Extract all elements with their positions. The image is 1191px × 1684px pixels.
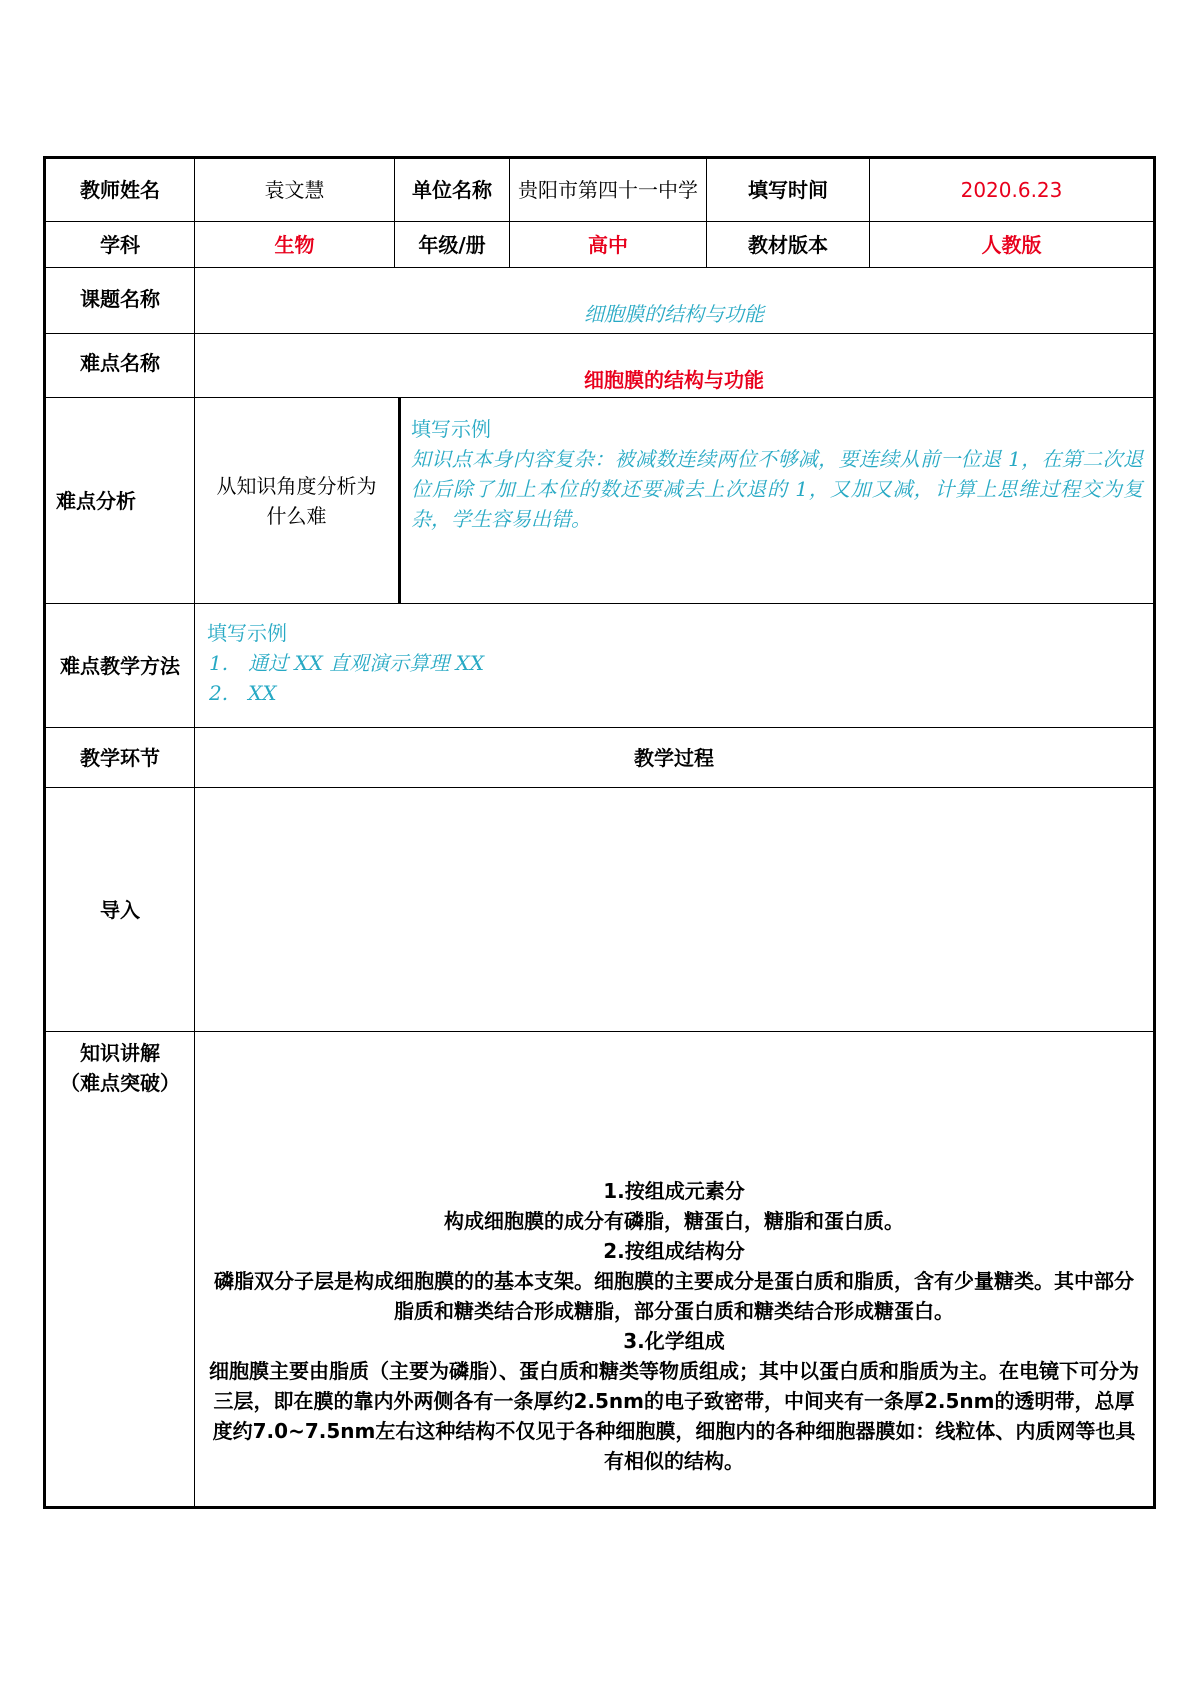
process-row: [45, 728, 1155, 788]
grade-label: 年级/册: [395, 222, 510, 268]
subject-label: 学科: [45, 222, 195, 268]
analysis-example-text: 知识点本身内容复杂：被减数连续两位不够减，要连续从前一位退 1，在第二次退位后除了加上本位的数还要减去上次退的 1，又加又减，计算上思维过程交为复杂，学生容易出错。: [411, 447, 1143, 531]
difficulty-value: 细胞膜的结构与功能: [195, 334, 1155, 398]
teacher-label: 教师姓名: [45, 158, 195, 222]
analysis-sub-label: 从知识角度分析为什么难: [195, 398, 400, 604]
intro-content: [195, 788, 1155, 1032]
edition-label: 教材版本: [707, 222, 870, 268]
knowledge-label: [45, 1032, 195, 1508]
difficulty-label: 难点名称: [45, 334, 195, 398]
knowledge-line: 3.化学组成: [623, 1329, 725, 1353]
subject-value: 生物: [195, 222, 395, 268]
header-row-1: [45, 158, 1155, 222]
analysis-example-title: 填写示例: [411, 417, 491, 441]
method-row: [45, 604, 1155, 728]
lesson-plan-table: [43, 156, 1156, 1509]
topic-label: 课题名称: [45, 268, 195, 334]
header-row-2: [45, 222, 1155, 268]
topic-value: 细胞膜的结构与功能: [195, 268, 1155, 334]
method-item: 1. 通过 XX 直观演示算理 XX: [209, 651, 485, 675]
knowledge-row: [45, 1032, 1155, 1508]
analysis-row: [45, 398, 1155, 604]
analysis-example-cell: [400, 398, 1155, 604]
knowledge-line: 1.按组成元素分: [603, 1179, 745, 1203]
knowledge-label-line-1: 知识讲解: [80, 1041, 160, 1065]
unit-value: 贵阳市第四十一中学: [510, 158, 707, 222]
method-item: 2. XX: [209, 681, 277, 705]
method-example-title: 填写示例: [207, 621, 287, 645]
topic-row: [45, 268, 1155, 334]
process-label: 教学环节: [45, 728, 195, 788]
date-value: 2020.6.23: [870, 158, 1155, 222]
knowledge-line: 磷脂双分子层是构成细胞膜的的基本支架。细胞膜的主要成分是蛋白质和脂质，含有少量糖类。其中部分脂质和糖类结合形成糖脂，部分蛋白质和糖类结合形成糖蛋白。: [214, 1269, 1134, 1323]
knowledge-content: [195, 1032, 1155, 1508]
intro-label: 导入: [45, 788, 195, 1032]
process-value: 教学过程: [195, 728, 1155, 788]
edition-value: 人教版: [870, 222, 1155, 268]
intro-row: [45, 788, 1155, 1032]
method-cell: [195, 604, 1155, 728]
teacher-value: 袁文慧: [195, 158, 395, 222]
analysis-label: 难点分析: [45, 398, 195, 604]
knowledge-line: 构成细胞膜的成分有磷脂，糖蛋白，糖脂和蛋白质。: [444, 1209, 904, 1233]
date-label: 填写时间: [707, 158, 870, 222]
knowledge-line: 细胞膜主要由脂质（主要为磷脂）、蛋白质和糖类等物质组成；其中以蛋白质和脂质为主。在电镜下可分为三层，即在膜的靠内外两侧各有一条厚约2.5nm的电子致密带，中间夹有一条厚2.5nm的透明带，总厚度约7.0~7.5nm左右这种结构不仅见于各种细胞膜，细胞内的各种细胞器膜如：线粒体、内质网等也具有相似的结构。: [209, 1359, 1139, 1473]
knowledge-line: 2.按组成结构分: [603, 1239, 745, 1263]
difficulty-row: [45, 334, 1155, 398]
unit-label: 单位名称: [395, 158, 510, 222]
method-label: 难点教学方法: [45, 604, 195, 728]
grade-value: 高中: [510, 222, 707, 268]
knowledge-label-line-2: （难点突破）: [60, 1071, 180, 1095]
